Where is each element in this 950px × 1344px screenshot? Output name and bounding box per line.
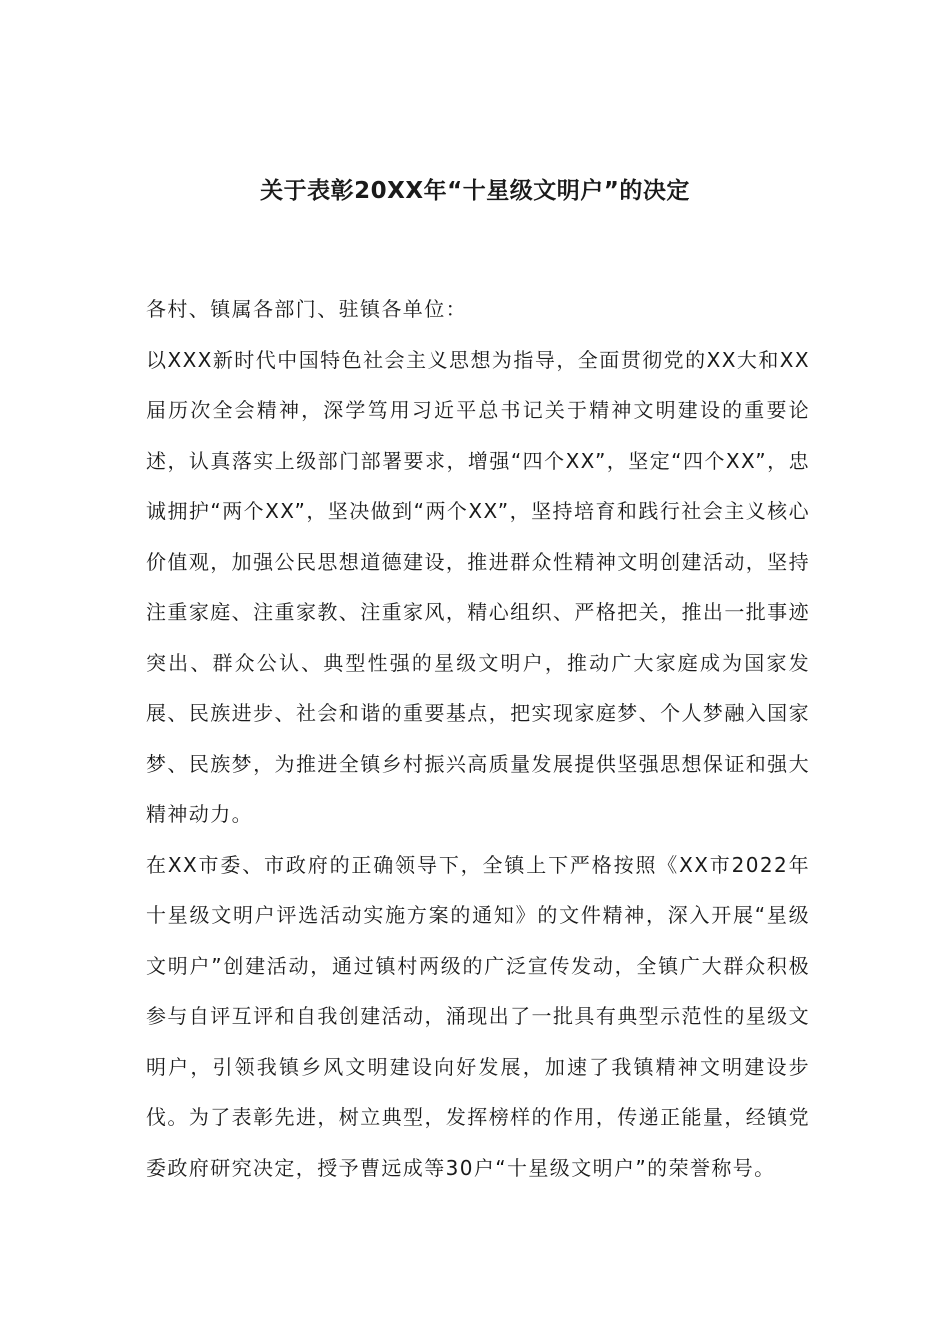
- paragraph-decision: 在XX市委、市政府的正确领导下，全镇上下严格按照《XX市2022年十星级文明户评选活动实施方案的通知》的文件精神，深入开展“星级文明户”创建活动，通过镇村两级的广泛宣传发动，全镇广大群众积极参与自评互评和自我创建活动，涌现出了一批具有典型示范性的星级文明户，引领我镇乡风文明建设向好发展，加速了我镇精神文明建设步伐。为了表彰先进，树立典型，发挥榜样的作用，传递正能量，经镇党委政府研究决定，授予曹远成等30户“十星级文明户”的荣誉称号。: [146, 852, 810, 1180]
- paragraph-guiding-principles: 以XXX新时代中国特色社会主义思想为指导，全面贯彻党的XX大和XX届历次全会精神，深学笃用习近平总书记关于精神文明建设的重要论述，认真落实上级部门部署要求，增强“四个XX”，坚定“四个XX”，忠诚拥护“两个XX”，坚决做到“两个XX”，坚持培育和践行社会主义核心价值观，加强公民思想道德建设，推进群众性精神文明创建活动，坚持注重家庭、注重家教、注重家风，精心组织、严格把关，推出一批事迹突出、群众公认、典型性强的星级文明户，推动广大家庭成为国家发展、民族进步、社会和谐的重要基点，把实现家庭梦、个人梦融入国家梦、民族梦，为推进全镇乡村振兴高质量发展提供坚强思想保证和强大精神动力。: [146, 347, 810, 826]
- salutation: 各村、镇属各部门、驻镇各单位：: [146, 297, 467, 321]
- document-body: [146, 284, 810, 1193]
- document-title: 关于表彰20XX年“十星级文明户”的决定: [260, 178, 690, 205]
